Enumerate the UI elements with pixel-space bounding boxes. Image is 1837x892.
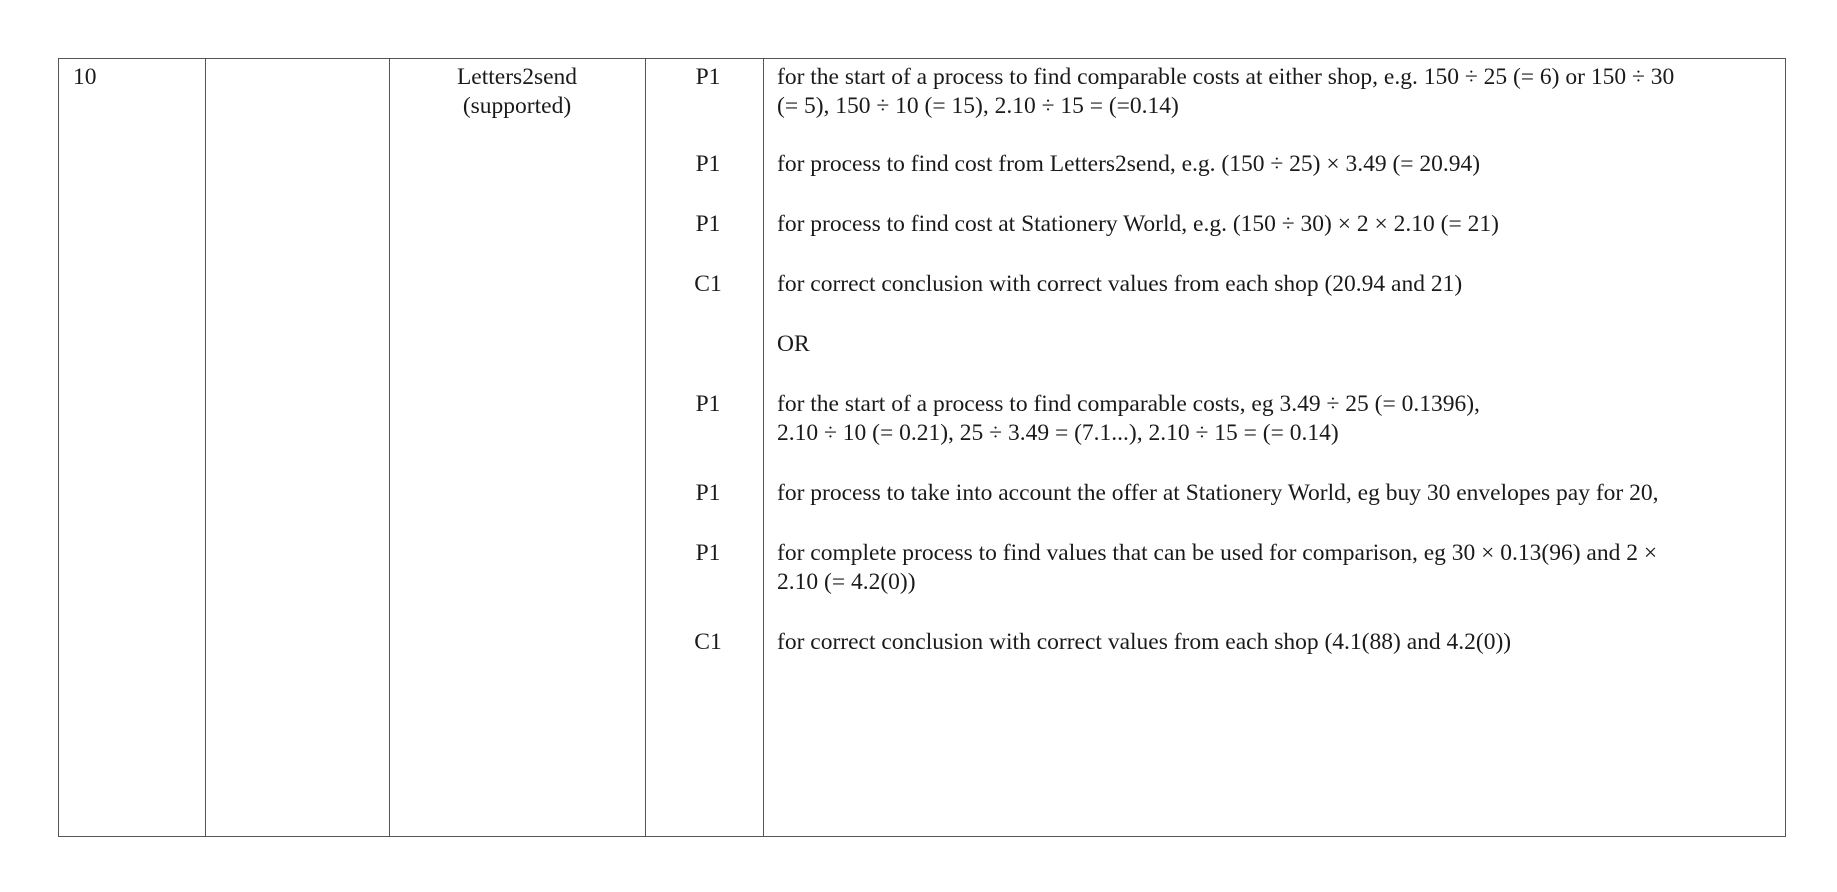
mark-code: P1 xyxy=(695,151,721,177)
mark-code: C1 xyxy=(694,271,722,297)
answer-line-1: Letters2send xyxy=(456,64,578,90)
mark-scheme-table xyxy=(58,58,1786,837)
guidance-text: for correct conclusion with correct values from each shop (4.1(88) and 4.2(0)) xyxy=(777,629,1512,655)
column-divider xyxy=(645,59,646,836)
guidance-text: for complete process to find values that can be used for comparison, eg 30 × 0.13(96) and 2 × 2.10 (= 4.2(0)) xyxy=(777,540,1658,595)
mark-code: P1 xyxy=(695,64,721,90)
guidance-text: for process to find cost at Stationery World, e.g. (150 ÷ 30) × 2 × 2.10 (= 21) xyxy=(777,211,1499,237)
mark-code: P1 xyxy=(695,391,721,417)
guidance-text: for the start of a process to find comparable costs at either shop, e.g. 150 ÷ 25 (= 6) or 150 ÷ 30 (= 5), 150 ÷ 10 (= 15), 2.10 ÷ 15 = (=0.14) xyxy=(777,64,1675,119)
guidance-text: for process to take into account the offer at Stationery World, eg buy 30 envelopes pay for 20, xyxy=(777,480,1659,506)
question-number: 10 xyxy=(73,64,97,90)
guidance-text: for the start of a process to find comparable costs, eg 3.49 ÷ 25 (= 0.1396), 2.10 ÷ 10 (= 0.21), 25 ÷ 3.49 = (7.1...), 2.10 ÷ 15 = (= 0.14) xyxy=(777,391,1480,446)
answer-line-2: (supported) xyxy=(462,93,572,119)
mark-code: C1 xyxy=(694,629,722,655)
guidance-text: for correct conclusion with correct values from each shop (20.94 and 21) xyxy=(777,271,1463,297)
column-divider xyxy=(205,59,206,836)
guidance-text: for process to find cost from Letters2send, e.g. (150 ÷ 25) × 3.49 (= 20.94) xyxy=(777,151,1481,177)
mark-code: P1 xyxy=(695,540,721,566)
column-divider xyxy=(389,59,390,836)
answer-cell xyxy=(389,63,645,121)
mark-code: P1 xyxy=(695,211,721,237)
mark-code: P1 xyxy=(695,480,721,506)
or-separator: OR xyxy=(777,331,810,357)
